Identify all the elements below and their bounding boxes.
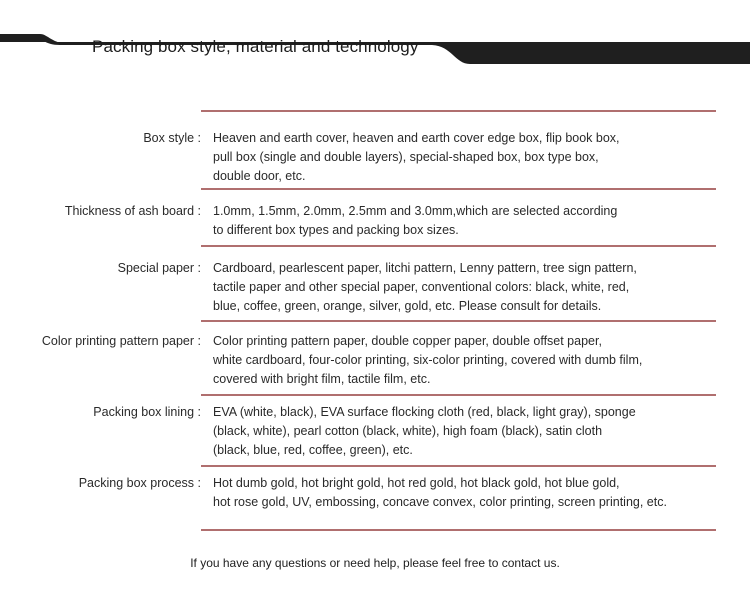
- row-value-line: to different box types and packing box sizes.: [213, 223, 459, 237]
- row-value-lining: [213, 403, 708, 460]
- row-value-line: EVA (white, black), EVA surface flocking cloth (red, black, light gray), sponge: [213, 405, 636, 419]
- divider: [201, 320, 716, 322]
- row-value-line: hot rose gold, UV, embossing, concave convex, color printing, screen printing, etc.: [213, 495, 667, 509]
- row-value-line: Heaven and earth cover, heaven and earth cover edge box, flip book box,: [213, 131, 620, 145]
- row-value-line: 1.0mm, 1.5mm, 2.0mm, 2.5mm and 3.0mm,which are selected according: [213, 204, 618, 218]
- row-label-process: Packing box process :: [78, 476, 201, 490]
- page-title: Packing box style, material and technology: [92, 37, 419, 56]
- contact-footer: If you have any questions or need help, please feel free to contact us.: [190, 556, 560, 570]
- row-value-color-printing: [213, 332, 708, 389]
- row-value-line: covered with bright film, tactile film, etc.: [213, 372, 431, 386]
- divider: [201, 465, 716, 467]
- divider: [201, 110, 716, 112]
- row-value-line: Color printing pattern paper, double copper paper, double offset paper,: [213, 334, 602, 348]
- divider: [201, 245, 716, 247]
- row-value-line: (black, blue, red, coffee, green), etc.: [213, 443, 413, 457]
- row-value-box-style: [213, 129, 708, 186]
- row-label-box-style: Box style :: [143, 131, 201, 145]
- row-value-line: Cardboard, pearlescent paper, litchi pattern, Lenny pattern, tree sign pattern,: [213, 261, 637, 275]
- divider: [201, 188, 716, 190]
- row-label-ash-board: Thickness of ash board :: [64, 204, 201, 218]
- row-label-color-printing: Color printing pattern paper :: [41, 334, 201, 348]
- divider: [201, 394, 716, 396]
- row-value-line: Hot dumb gold, hot bright gold, hot red gold, hot black gold, hot blue gold,: [213, 476, 620, 490]
- row-value-ash-board: [213, 202, 708, 240]
- row-label-lining: Packing box lining :: [93, 405, 201, 419]
- row-value-special-paper: [213, 259, 708, 316]
- row-value-line: blue, coffee, green, orange, silver, gold, etc. Please consult for details.: [213, 299, 602, 313]
- divider: [201, 529, 716, 531]
- row-value-line: pull box (single and double layers), special-shaped box, box type box,: [213, 150, 599, 164]
- row-value-line: white cardboard, four-color printing, six-color printing, covered with dumb film,: [213, 353, 643, 367]
- row-value-line: double door, etc.: [213, 169, 306, 183]
- row-value-line: tactile paper and other special paper, conventional colors: black, white, red,: [213, 280, 630, 294]
- row-value-line: (black, white), pearl cotton (black, white), high foam (black), satin cloth: [213, 424, 603, 438]
- row-label-special-paper: Special paper :: [117, 261, 201, 275]
- row-value-process: [213, 474, 708, 512]
